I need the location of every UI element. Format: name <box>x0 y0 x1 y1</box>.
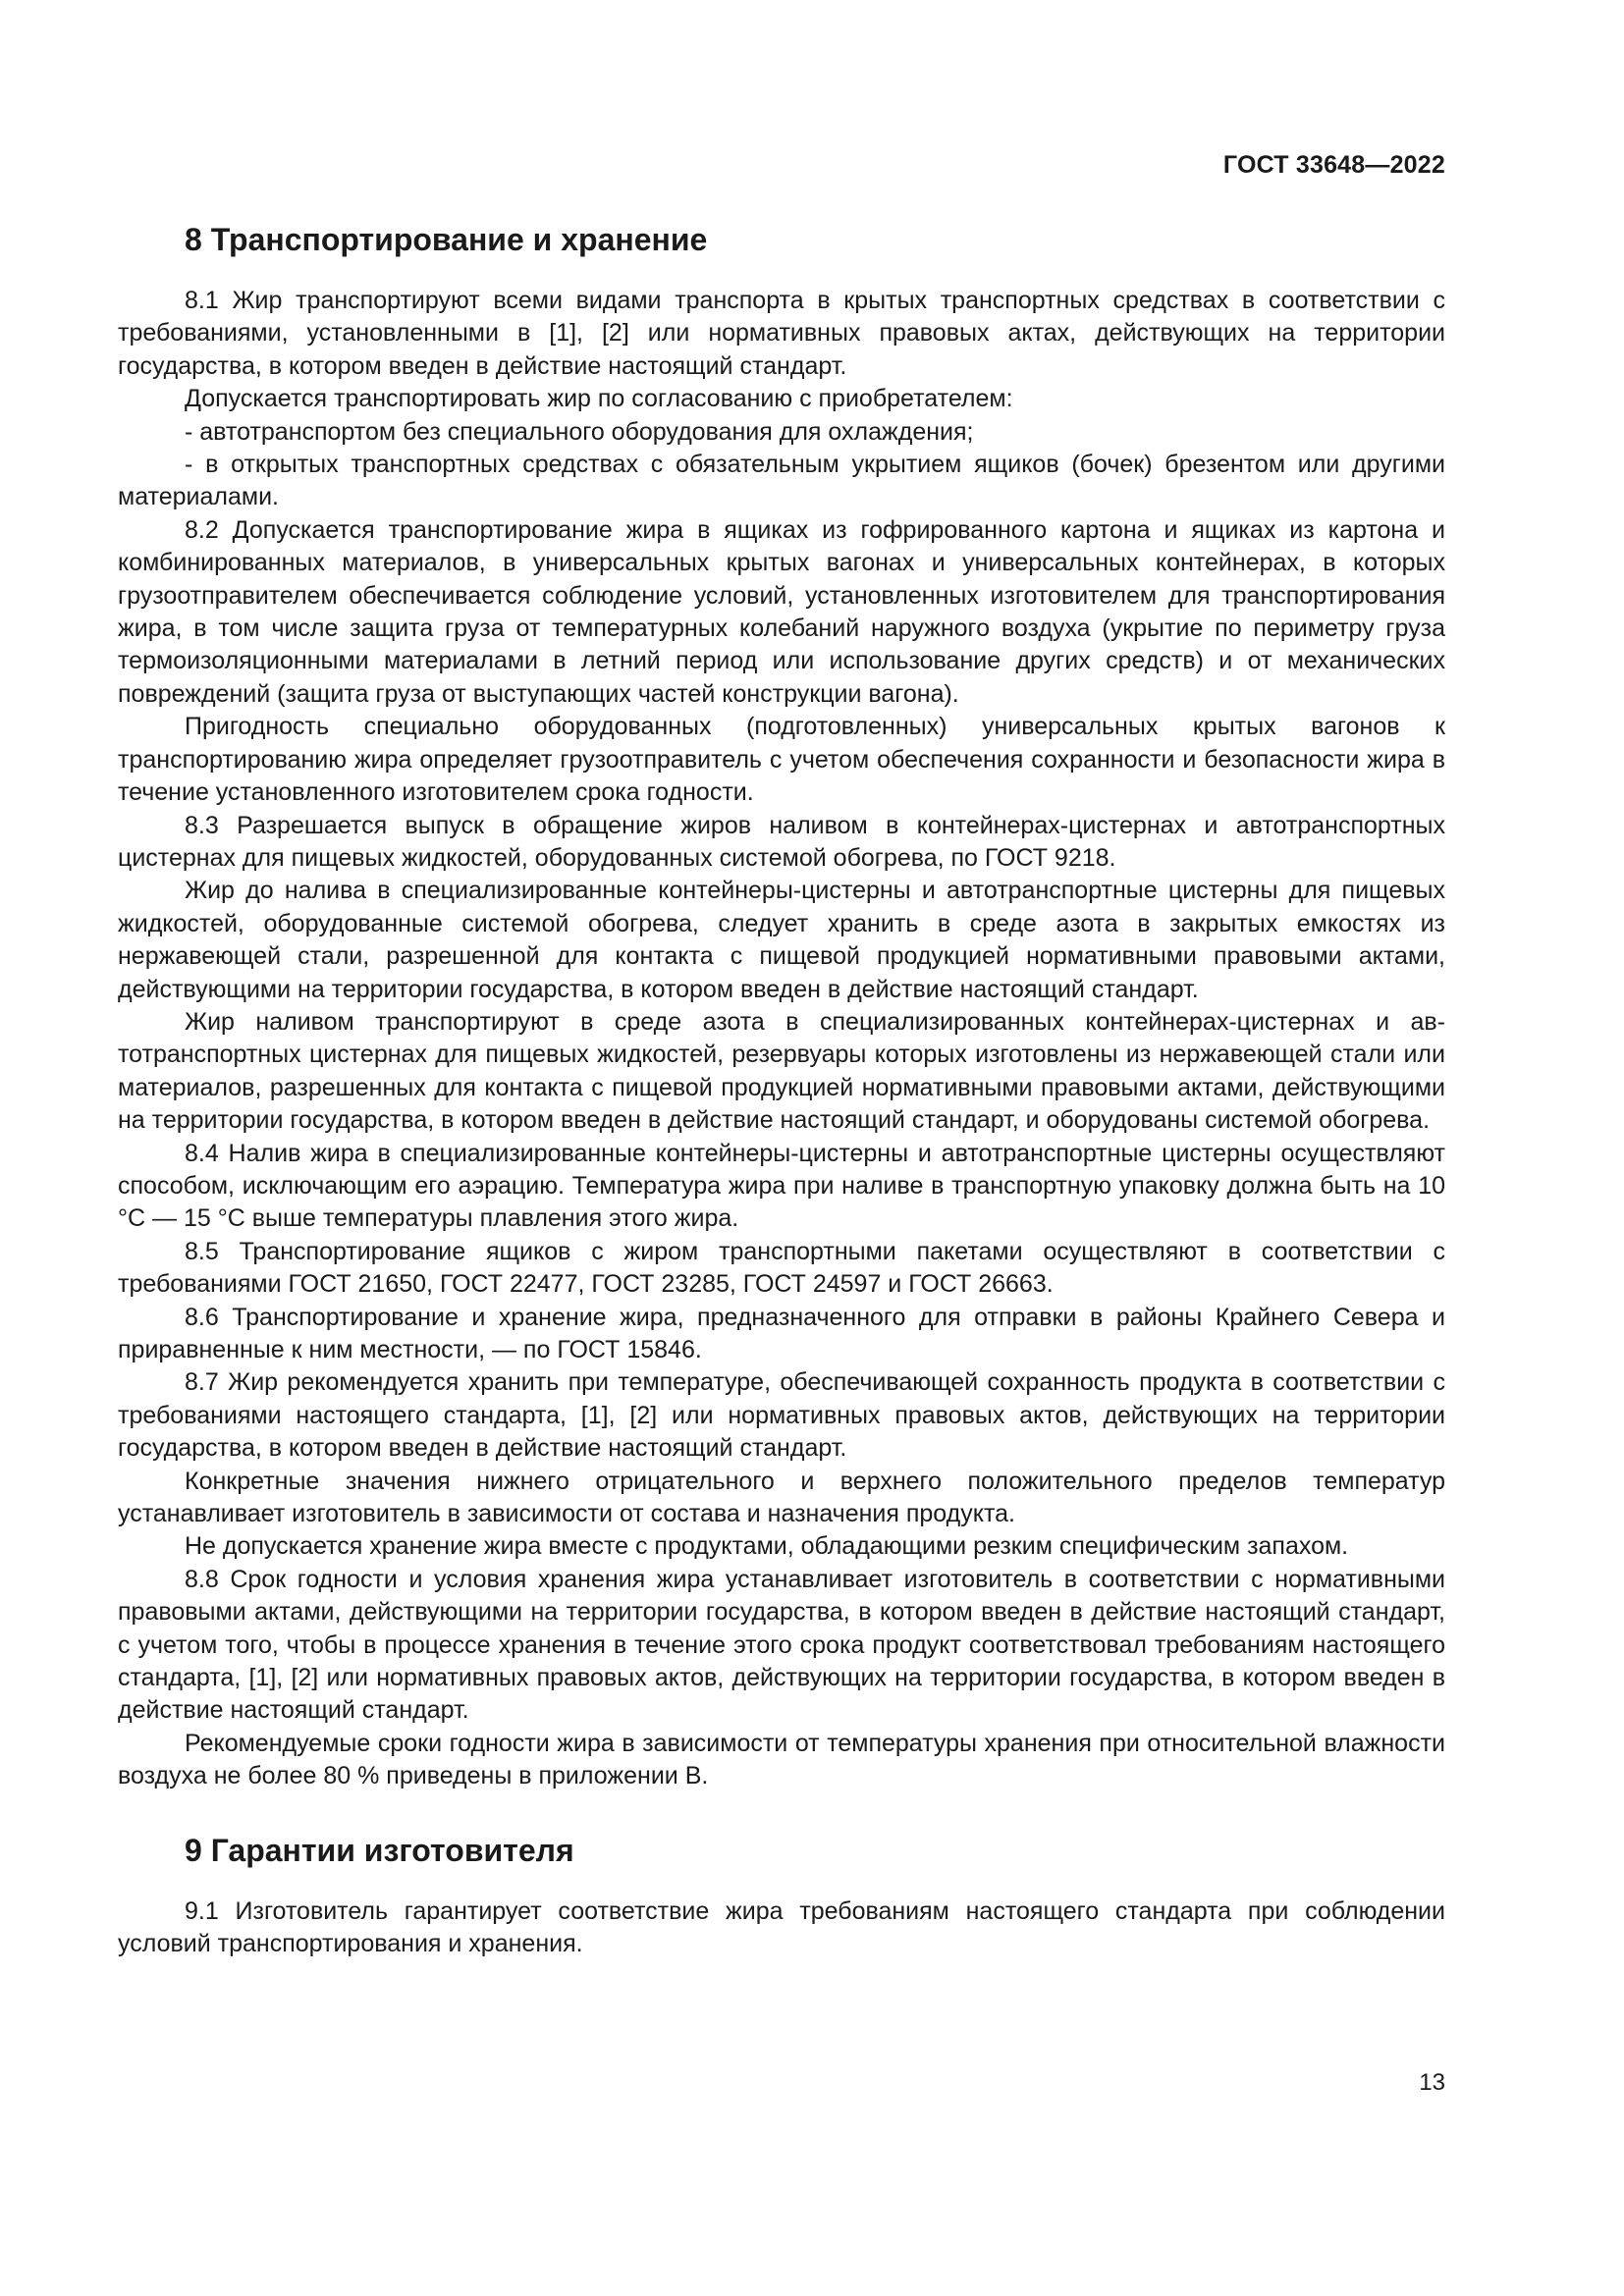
paragraph-8-8: 8.8 Срок годности и условия хранения жира устанавливает изготовитель в соответствии с нормативными правовыми актами, действующими на территории государства, в котором введен в действие настоящий стандарт, с учетом того, чтобы в процессе хранения в течение этого срока продукт соответствовал требованиям настоящего стандарта, [1], [2] или нормативных правовых актов, действующих на территории государства, в котором введен в действие настоящий стандарт. <box>118 1565 1445 1725</box>
paragraph-8-8-recommended: Рекомендуемые сроки годности жира в зависимости от температуры хранения при относительной влажности воздуха не более 80 % приведены в приложении В. <box>118 1729 1445 1790</box>
paragraph-8-4: 8.4 Налив жира в специализированные контейнеры-цистерны и автотранспортные цистерны осуществляют способом, исключающим его аэрацию. Температура жира при наливе в транспортную упаковку должна быть на 10 °С — 15 °С выше температуры плавления этого жира. <box>118 1139 1445 1233</box>
paragraph-8-7-odor: Не допускается хранение жира вместе с продуктами, обладающими резким специфическим запахом. <box>185 1532 1349 1561</box>
paragraph-8-2: 8.2 Допускается транспортирование жира в ящиках из гофрированного картона и ящиках из картона и комбинированных материалов, в универсальных крытых вагонах и универсальных контейнерах, в которых грузоотправителем обеспечивается соблюдение условий, установленных изготовителем для транспортирования жира, в том числе защита груза от температурных колебаний наружного воздуха (укрытие по периметру груза термоизоляционными материалами в летний период или использование других средств) и от механических повреждений (защита груза от выступающих частей конструкции вагона). <box>118 515 1445 708</box>
paragraph-8-7: 8.7 Жир рекомендуется хранить при температуре, обеспечивающей сохранность продукта в соответствии с требованиями настоящего стандарта, [1], [2] или нормативных правовых актов, действующих на территории государства, в котором введен в действие настоящий стандарт. <box>118 1368 1445 1463</box>
paragraph-8-1-allowance: Допускается транспортировать жир по согласованию с приобретателем: <box>185 385 1013 413</box>
paragraph-8-2-suitability: Пригодность специально оборудованных (подготовленных) универсальных крытых вагонов к транспортированию жира определяет грузоотправитель с учетом обеспечения сохранности и безопасности жира в течение установленного изготовителем срока годности. <box>118 713 1445 807</box>
paragraph-8-1: 8.1 Жир транспортируют всеми видами транспорта в крытых транспортных средствах в соответствии с требованиями, установленными в [1], [2] или нормативных правовых актах, действующих на территории государства, в котором введен в действие настоящий стандарт. <box>118 287 1445 380</box>
section-8-title: 8 Транспортирование и хранение <box>185 222 708 257</box>
paragraph-8-5: 8.5 Транспортирование ящиков с жиром транспортными пакетами осуществляют в соответствии с требованиями ГОСТ 21650, ГОСТ 22477, ГОСТ 23285, ГОСТ 24597 и ГОСТ 26663. <box>118 1237 1445 1299</box>
paragraph-9-1: 9.1 Изготовитель гарантирует соответствие жира требованиям настоящего стандарта при соблюдении условий транспортирования и хранения. <box>118 1896 1445 1958</box>
paragraph-8-3-storage: Жир до налива в специализированные контейнеры-цистерны и автотранспортные цистерны для пищевых жидкостей, оборудованные системой обогрева, следует хранить в среде азота в закрытых емкостях из нержавеющей стали, разрешенной для контакта с пищевой продукцией нормативными правовыми актами, действующими на территории государства, в котором введен в действие настоящий стандарт. <box>118 877 1445 1003</box>
list-item-open-transport: - в открытых транспортных средствах с обязательным укрытием ящиков (бочек) брезентом или другими материалами. <box>118 451 1445 511</box>
list-item-motor-transport: - автотранспортом без специального оборудования для охлаждения; <box>185 417 974 446</box>
document-code: ГОСТ 33648—2022 <box>1222 151 1445 179</box>
section-9-title: 9 Гарантии изготовителя <box>185 1832 574 1868</box>
page-number: 13 <box>1419 2069 1445 2096</box>
paragraph-8-7-limits: Конкретные значения нижнего отрицательного и верхнего положительного пределов температур устанавливает изготовитель в зависимости от состава и назначения продукта. <box>118 1467 1445 1528</box>
paragraph-8-3: 8.3 Разрешается выпуск в обращение жиров наливом в контейнерах-цистернах и автотранспортных цистернах для пищевых жидкостей, оборудованных системой обогрева, по ГОСТ 9218. <box>118 811 1445 872</box>
page-content <box>118 220 1445 1961</box>
paragraph-8-3-bulk-transport: Жир наливом транспортируют в среде азота в специализированных контейнерах-цистернах и автотранспортных цистернах для пищевых жидкостей, резервуары которых изготовлены из нержавеющей стали или материалов, разрешенных для контакта с пищевой продукцией нормативными правовыми актами, действующими на территории государства, в котором введен в действие настоящий стандарт, и оборудованы системой обогрева. <box>118 1007 1445 1135</box>
paragraph-8-6: 8.6 Транспортирование и хранение жира, предназначенного для отправки в районы Крайнего Севера и приравненные к ним местности, — по ГОСТ 15846. <box>118 1303 1445 1363</box>
